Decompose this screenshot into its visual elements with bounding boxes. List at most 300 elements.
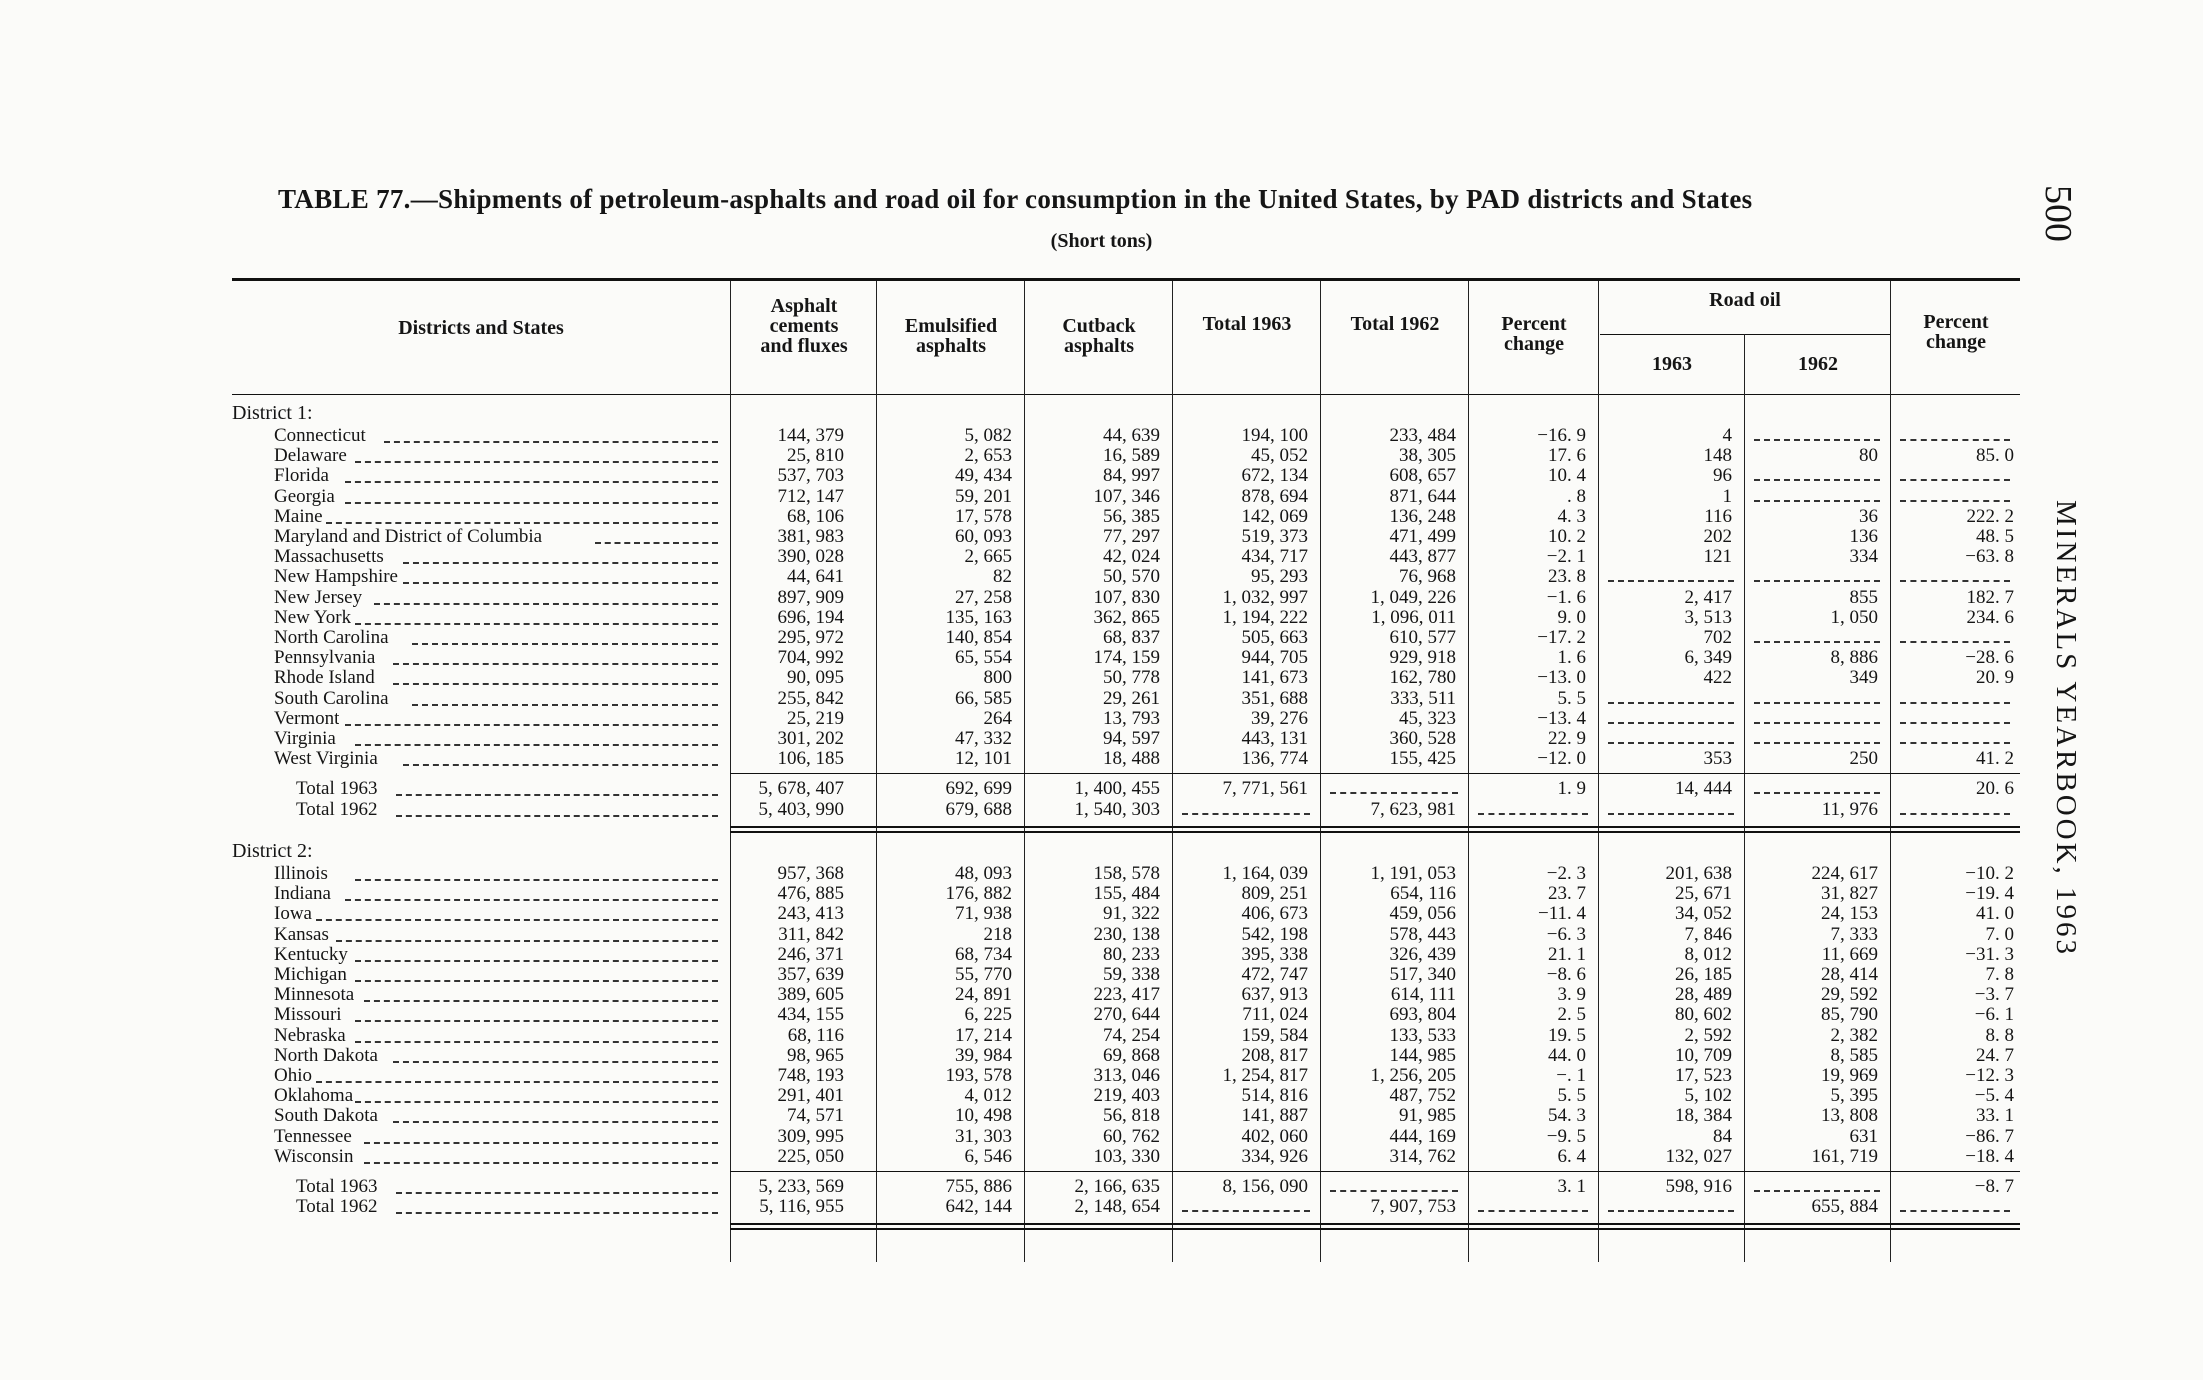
cell-emulsified-asphalts: 55, 770 bbox=[955, 964, 1012, 985]
cell-total-1962: 360, 528 bbox=[1389, 728, 1456, 749]
cell-total-1963: 402, 060 bbox=[1241, 1125, 1308, 1147]
state-name: Illinois bbox=[274, 864, 328, 884]
cell-asphalt-cements: 712, 147 bbox=[777, 485, 844, 507]
cell-road-oil-1962: 11, 669 bbox=[1821, 943, 1878, 965]
cell-road-oil-1962: 655, 884 bbox=[1811, 1196, 1878, 1218]
state-name: South Carolina bbox=[274, 688, 389, 709]
leader-dots bbox=[355, 980, 718, 982]
cell-road-oil-1963: 25, 671 bbox=[1675, 883, 1732, 905]
cell-road-oil-1962: 13, 808 bbox=[1821, 1105, 1878, 1127]
cell-road-oil-1963: 28, 489 bbox=[1675, 984, 1732, 1006]
cell-cutback-asphalts: 69, 868 bbox=[1103, 1044, 1160, 1066]
leader-dots bbox=[355, 1020, 718, 1022]
cell-asphalt-cements: 68, 106 bbox=[787, 505, 844, 527]
cell-total-1962: 1, 049, 226 bbox=[1370, 586, 1456, 608]
district-label: District 1: bbox=[232, 402, 313, 424]
cell-percent-change: 1. 6 bbox=[1557, 647, 1586, 669]
state-name: Ohio bbox=[274, 1066, 312, 1086]
cell-asphalt-cements: 90, 095 bbox=[787, 667, 844, 689]
cell-road-oil-1963: 5, 102 bbox=[1684, 1085, 1732, 1107]
cell-asphalt-cements: 246, 371 bbox=[777, 943, 844, 965]
state-name: Michigan bbox=[274, 965, 347, 985]
cell-road-oil-percent-change: 20. 9 bbox=[1976, 667, 2014, 689]
leader-dots bbox=[396, 1212, 718, 1214]
cell-total-1962: 614, 111 bbox=[1390, 984, 1456, 1006]
state-name: Rhode Island bbox=[274, 668, 375, 689]
state-name: Maryland and District of Columbia bbox=[274, 527, 543, 547]
cell-percent-change: 4. 3 bbox=[1557, 505, 1586, 527]
table-subtitle: (Short tons) bbox=[1050, 230, 1153, 252]
cell-road-oil-percent-change: 41. 0 bbox=[1976, 903, 2014, 925]
cell-road-oil-1962: 2, 382 bbox=[1830, 1024, 1878, 1046]
cell-total-1962: 444, 169 bbox=[1389, 1125, 1456, 1147]
state-name: Tennessee bbox=[274, 1126, 352, 1147]
cell-total-1963: 672, 134 bbox=[1241, 465, 1308, 487]
cell-cutback-asphalts: 94, 597 bbox=[1103, 728, 1160, 749]
empty-cell-dashes bbox=[1608, 1210, 1734, 1212]
state-name: North Dakota bbox=[274, 1045, 378, 1066]
cell-asphalt-cements: 5, 233, 569 bbox=[758, 1176, 844, 1197]
cell-road-oil-1962: 19, 969 bbox=[1821, 1065, 1878, 1086]
cell-road-oil-1963: 18, 384 bbox=[1675, 1105, 1732, 1127]
cell-percent-change: 19. 5 bbox=[1548, 1024, 1586, 1046]
cell-total-1963: 142, 069 bbox=[1241, 505, 1308, 527]
leader-dots bbox=[355, 744, 718, 746]
cell-emulsified-asphalts: 31, 303 bbox=[955, 1125, 1012, 1147]
cell-cutback-asphalts: 270, 644 bbox=[1093, 1004, 1160, 1026]
leader-dots bbox=[355, 879, 718, 881]
cell-emulsified-asphalts: 135, 163 bbox=[945, 606, 1012, 628]
leader-dots bbox=[393, 683, 718, 685]
cell-percent-change: −8. 6 bbox=[1546, 964, 1586, 985]
leader-dots bbox=[364, 1000, 718, 1002]
header-emulsified: Emulsified asphalts bbox=[904, 315, 998, 357]
cell-asphalt-cements: 704, 992 bbox=[777, 647, 844, 669]
cell-road-oil-1962: 7, 333 bbox=[1830, 923, 1878, 945]
running-title: MINERALS YEARBOOK, 1963 bbox=[2050, 500, 2082, 958]
page-number: 500 bbox=[2037, 185, 2079, 242]
cell-road-oil-percent-change: −19. 4 bbox=[1965, 883, 2014, 905]
leader-dots bbox=[345, 899, 718, 901]
empty-cell-dashes bbox=[1754, 500, 1880, 502]
cell-road-oil-percent-change: 24. 7 bbox=[1976, 1044, 2014, 1066]
header-cutback: Cutback asphalts bbox=[1062, 315, 1136, 357]
cell-cutback-asphalts: 56, 818 bbox=[1103, 1105, 1160, 1127]
cell-cutback-asphalts: 2, 166, 635 bbox=[1074, 1176, 1160, 1197]
cell-emulsified-asphalts: 755, 886 bbox=[945, 1176, 1012, 1197]
cell-road-oil-1962: 36 bbox=[1859, 505, 1878, 527]
cell-total-1963: 519, 373 bbox=[1241, 526, 1308, 547]
state-name: Oklahoma bbox=[274, 1086, 354, 1107]
cell-road-oil-1963: 3, 513 bbox=[1684, 606, 1732, 628]
cell-cutback-asphalts: 29, 261 bbox=[1103, 687, 1160, 709]
table-title: TABLE 77.—Shipments of petroleum-asphalts and road oil for consumption in the United States, by PAD districts and States bbox=[278, 184, 1753, 214]
cell-road-oil-percent-change: 41. 2 bbox=[1976, 748, 2014, 770]
cell-total-1962: 326, 439 bbox=[1389, 943, 1456, 965]
cell-cutback-asphalts: 42, 024 bbox=[1103, 546, 1160, 568]
cell-total-1963: 944, 705 bbox=[1241, 647, 1308, 669]
cell-total-1962: 459, 056 bbox=[1389, 903, 1456, 925]
cell-asphalt-cements: 389, 605 bbox=[777, 984, 844, 1006]
empty-cell-dashes bbox=[1900, 722, 2010, 724]
cell-emulsified-asphalts: 642, 144 bbox=[945, 1196, 1012, 1218]
cell-emulsified-asphalts: 60, 093 bbox=[955, 526, 1012, 547]
cell-total-1963: 472, 747 bbox=[1241, 964, 1308, 985]
cell-cutback-asphalts: 174, 159 bbox=[1093, 647, 1160, 669]
cell-percent-change: . 8 bbox=[1567, 485, 1586, 507]
state-name: New Hampshire bbox=[274, 567, 398, 588]
cell-total-1962: 471, 499 bbox=[1389, 526, 1456, 547]
empty-cell-dashes bbox=[1900, 1210, 2010, 1212]
cell-road-oil-1963: 84 bbox=[1713, 1125, 1732, 1147]
cell-total-1963: 434, 717 bbox=[1241, 546, 1308, 568]
section-double-rule-a bbox=[730, 826, 2020, 828]
cell-total-1963: 45, 052 bbox=[1251, 445, 1308, 467]
leader-dots bbox=[412, 643, 718, 645]
cell-cutback-asphalts: 18, 488 bbox=[1103, 748, 1160, 770]
empty-cell-dashes bbox=[1608, 742, 1734, 744]
cell-percent-change: 22. 9 bbox=[1548, 728, 1586, 749]
cell-total-1962: 314, 762 bbox=[1389, 1145, 1456, 1167]
cell-road-oil-1963: 34, 052 bbox=[1675, 903, 1732, 925]
cell-road-oil-1963: 6, 349 bbox=[1684, 647, 1732, 669]
cell-road-oil-1962: 250 bbox=[1849, 748, 1878, 770]
cell-emulsified-asphalts: 24, 891 bbox=[955, 984, 1012, 1006]
cell-road-oil-1963: 422 bbox=[1703, 667, 1732, 689]
cell-asphalt-cements: 98, 965 bbox=[787, 1044, 844, 1066]
cell-emulsified-asphalts: 82 bbox=[993, 566, 1012, 588]
cell-emulsified-asphalts: 47, 332 bbox=[955, 728, 1012, 749]
leader-dots bbox=[355, 1041, 718, 1043]
state-name: Iowa bbox=[274, 904, 312, 925]
cell-emulsified-asphalts: 140, 854 bbox=[945, 627, 1012, 648]
state-name: Vermont bbox=[274, 708, 340, 729]
cell-asphalt-cements: 301, 202 bbox=[777, 728, 844, 749]
header-road-oil-percent-change: Percent change bbox=[1923, 311, 1989, 353]
cell-total-1962: 144, 985 bbox=[1389, 1044, 1456, 1066]
cell-asphalt-cements: 897, 909 bbox=[777, 586, 844, 608]
cell-road-oil-1962: 31, 827 bbox=[1821, 883, 1878, 905]
cell-road-oil-1963: 10, 709 bbox=[1675, 1044, 1732, 1066]
state-name: South Dakota bbox=[274, 1106, 378, 1127]
cell-road-oil-percent-change: −6. 1 bbox=[1974, 1004, 2014, 1026]
cell-emulsified-asphalts: 176, 882 bbox=[945, 883, 1012, 905]
cell-road-oil-1963: 96 bbox=[1713, 465, 1732, 487]
empty-cell-dashes bbox=[1900, 479, 2010, 481]
cell-road-oil-percent-change: −10. 2 bbox=[1965, 863, 2014, 884]
cell-cutback-asphalts: 84, 997 bbox=[1103, 465, 1160, 487]
cell-total-1963: 1, 164, 039 bbox=[1222, 863, 1308, 884]
leader-dots bbox=[403, 764, 718, 766]
cell-total-1962: 333, 511 bbox=[1390, 687, 1456, 709]
cell-asphalt-cements: 106, 185 bbox=[777, 748, 844, 770]
state-name: Delaware bbox=[274, 446, 347, 467]
state-name: Missouri bbox=[274, 1005, 342, 1026]
state-name: Maine bbox=[274, 506, 323, 527]
cell-cutback-asphalts: 107, 830 bbox=[1093, 586, 1160, 608]
cell-asphalt-cements: 25, 219 bbox=[787, 707, 844, 729]
cell-total-1963: 395, 338 bbox=[1241, 943, 1308, 965]
empty-cell-dashes bbox=[1900, 500, 2010, 502]
cell-total-1963: 505, 663 bbox=[1241, 627, 1308, 648]
cell-total-1962: 871, 644 bbox=[1389, 485, 1456, 507]
state-name: North Carolina bbox=[274, 628, 389, 648]
cell-total-1963: 95, 293 bbox=[1251, 566, 1308, 588]
section-rule bbox=[730, 773, 2020, 774]
cell-emulsified-asphalts: 6, 546 bbox=[964, 1145, 1012, 1167]
cell-total-1962: 929, 918 bbox=[1389, 647, 1456, 669]
cell-emulsified-asphalts: 2, 665 bbox=[964, 546, 1012, 568]
empty-cell-dashes bbox=[1182, 1210, 1310, 1212]
cell-road-oil-1963: 201, 638 bbox=[1665, 863, 1732, 884]
cell-total-1962: 654, 116 bbox=[1390, 883, 1456, 905]
cell-road-oil-1963: 14, 444 bbox=[1675, 778, 1732, 800]
cell-total-1963: 334, 926 bbox=[1241, 1145, 1308, 1167]
empty-cell-dashes bbox=[1754, 742, 1880, 744]
cell-asphalt-cements: 5, 678, 407 bbox=[758, 778, 844, 800]
state-name: New Jersey bbox=[274, 587, 363, 608]
section-double-rule-b bbox=[730, 831, 2020, 833]
cell-road-oil-1962: 855 bbox=[1849, 586, 1878, 608]
empty-cell-dashes bbox=[1900, 742, 2010, 744]
cell-road-oil-percent-change: 182. 7 bbox=[1966, 586, 2014, 608]
cell-emulsified-asphalts: 4, 012 bbox=[964, 1085, 1012, 1107]
cell-percent-change: −1. 6 bbox=[1546, 586, 1586, 608]
state-name: Georgia bbox=[274, 486, 335, 507]
empty-cell-dashes bbox=[1754, 792, 1880, 794]
state-name: Total 1963 bbox=[296, 1177, 378, 1197]
cell-percent-change: −6. 3 bbox=[1546, 923, 1586, 945]
cell-road-oil-1962: 80 bbox=[1859, 445, 1878, 467]
state-name: Indiana bbox=[274, 884, 331, 905]
cell-road-oil-1963: 121 bbox=[1703, 546, 1732, 568]
cell-percent-change: 5. 5 bbox=[1557, 1085, 1586, 1107]
empty-cell-dashes bbox=[1754, 439, 1880, 441]
cell-road-oil-1963: 2, 592 bbox=[1684, 1024, 1732, 1046]
cell-total-1962: 162, 780 bbox=[1389, 667, 1456, 689]
cell-asphalt-cements: 295, 972 bbox=[777, 627, 844, 648]
cell-cutback-asphalts: 59, 338 bbox=[1103, 964, 1160, 985]
leader-dots bbox=[393, 663, 718, 665]
cell-asphalt-cements: 357, 639 bbox=[777, 964, 844, 985]
state-name: Florida bbox=[274, 466, 329, 487]
cell-percent-change: −13. 0 bbox=[1537, 667, 1586, 689]
cell-asphalt-cements: 309, 995 bbox=[777, 1125, 844, 1147]
leader-dots bbox=[355, 960, 718, 962]
leader-dots bbox=[326, 522, 718, 524]
cell-percent-change: −9. 5 bbox=[1546, 1125, 1586, 1147]
cell-road-oil-percent-change: −63. 8 bbox=[1965, 546, 2014, 568]
cell-cutback-asphalts: 56, 385 bbox=[1103, 505, 1160, 527]
cell-total-1963: 141, 673 bbox=[1241, 667, 1308, 689]
state-name: Wisconsin bbox=[274, 1146, 354, 1167]
cell-total-1962: 487, 752 bbox=[1389, 1085, 1456, 1107]
empty-cell-dashes bbox=[1754, 580, 1880, 582]
cell-road-oil-1963: 2, 417 bbox=[1684, 586, 1732, 608]
leader-dots bbox=[364, 1142, 718, 1144]
header-total-1963: Total 1963 bbox=[1202, 313, 1292, 335]
cell-asphalt-cements: 311, 842 bbox=[778, 923, 844, 945]
cell-total-1963: 39, 276 bbox=[1251, 707, 1308, 729]
cell-cutback-asphalts: 155, 484 bbox=[1093, 883, 1160, 905]
cell-emulsified-asphalts: 10, 498 bbox=[955, 1105, 1012, 1127]
cell-percent-change: 5. 5 bbox=[1557, 687, 1586, 709]
cell-asphalt-cements: 434, 155 bbox=[777, 1004, 844, 1026]
cell-percent-change: 3. 9 bbox=[1557, 984, 1586, 1006]
empty-cell-dashes bbox=[1900, 580, 2010, 582]
cell-emulsified-asphalts: 66, 585 bbox=[955, 687, 1012, 709]
cell-total-1962: 45, 323 bbox=[1399, 707, 1456, 729]
cell-cutback-asphalts: 77, 297 bbox=[1103, 526, 1160, 547]
table-top-rule bbox=[232, 278, 2020, 281]
cell-percent-change: 44. 0 bbox=[1548, 1044, 1586, 1066]
cell-total-1963: 711, 024 bbox=[1242, 1004, 1308, 1026]
cell-percent-change: −16. 9 bbox=[1537, 425, 1586, 446]
roadoil-rule bbox=[1600, 334, 1890, 335]
cell-emulsified-asphalts: 48, 093 bbox=[955, 863, 1012, 884]
cell-cutback-asphalts: 1, 540, 303 bbox=[1074, 798, 1160, 820]
cell-percent-change: 54. 3 bbox=[1548, 1105, 1586, 1127]
cell-percent-change: 17. 6 bbox=[1548, 445, 1586, 467]
empty-cell-dashes bbox=[1900, 813, 2010, 815]
cell-road-oil-percent-change: −8. 7 bbox=[1974, 1176, 2014, 1197]
state-name: Total 1963 bbox=[296, 779, 378, 800]
cell-emulsified-asphalts: 5, 082 bbox=[964, 425, 1012, 446]
cell-percent-change: 9. 0 bbox=[1557, 606, 1586, 628]
cell-cutback-asphalts: 44, 639 bbox=[1103, 425, 1160, 446]
cell-total-1963: 7, 771, 561 bbox=[1222, 778, 1308, 800]
cell-percent-change: −12. 0 bbox=[1537, 748, 1586, 770]
cell-road-oil-1962: 224, 617 bbox=[1811, 863, 1878, 884]
cell-cutback-asphalts: 230, 138 bbox=[1093, 923, 1160, 945]
cell-percent-change: −13. 4 bbox=[1537, 707, 1586, 729]
cell-emulsified-asphalts: 49, 434 bbox=[955, 465, 1012, 487]
cell-percent-change: 2. 5 bbox=[1557, 1004, 1586, 1026]
cell-road-oil-1962: 8, 886 bbox=[1830, 647, 1878, 669]
cell-road-oil-percent-change: −12. 3 bbox=[1965, 1065, 2014, 1086]
section-double-rule-a bbox=[730, 1223, 2020, 1225]
cell-road-oil-percent-change: −18. 4 bbox=[1965, 1145, 2014, 1167]
cell-total-1963: 406, 673 bbox=[1241, 903, 1308, 925]
state-name: Kentucky bbox=[274, 944, 348, 965]
cell-road-oil-percent-change: 7. 0 bbox=[1985, 923, 2014, 945]
cell-road-oil-1963: 202 bbox=[1703, 526, 1732, 547]
cell-asphalt-cements: 255, 842 bbox=[777, 687, 844, 709]
cell-percent-change: 3. 1 bbox=[1557, 1176, 1586, 1197]
cell-asphalt-cements: 74, 571 bbox=[787, 1105, 844, 1127]
cell-total-1963: 1, 254, 817 bbox=[1222, 1065, 1308, 1086]
cell-emulsified-asphalts: 39, 984 bbox=[955, 1044, 1012, 1066]
cell-road-oil-1963: 8, 012 bbox=[1684, 943, 1732, 965]
header-road-oil-1963: 1963 bbox=[1652, 353, 1692, 375]
cell-percent-change: 10. 2 bbox=[1548, 526, 1586, 547]
cell-total-1962: 7, 907, 753 bbox=[1370, 1196, 1456, 1218]
header-road-oil-1962: 1962 bbox=[1798, 353, 1838, 375]
cell-total-1962: 608, 657 bbox=[1389, 465, 1456, 487]
cell-total-1963: 514, 816 bbox=[1241, 1085, 1308, 1107]
leader-dots bbox=[403, 562, 718, 564]
cell-road-oil-percent-change: 20. 6 bbox=[1976, 778, 2014, 800]
cell-asphalt-cements: 476, 885 bbox=[777, 883, 844, 905]
cell-emulsified-asphalts: 800 bbox=[983, 667, 1012, 689]
cell-road-oil-1962: 334 bbox=[1849, 546, 1878, 568]
cell-asphalt-cements: 225, 050 bbox=[777, 1145, 844, 1167]
cell-total-1963: 637, 913 bbox=[1241, 984, 1308, 1006]
cell-road-oil-percent-change: −86. 7 bbox=[1965, 1125, 2014, 1147]
cell-road-oil-1962: 5, 395 bbox=[1830, 1085, 1878, 1107]
leader-dots bbox=[374, 603, 718, 605]
cell-road-oil-percent-change: 48. 5 bbox=[1976, 526, 2014, 547]
cell-percent-change: 6. 4 bbox=[1557, 1145, 1586, 1167]
leader-dots bbox=[355, 623, 718, 625]
cell-cutback-asphalts: 50, 778 bbox=[1103, 667, 1160, 689]
state-name: Connecticut bbox=[274, 426, 366, 446]
leader-dots bbox=[396, 815, 718, 817]
empty-cell-dashes bbox=[1608, 813, 1734, 815]
cell-total-1963: 136, 774 bbox=[1241, 748, 1308, 770]
empty-cell-dashes bbox=[1608, 722, 1734, 724]
header-road-oil: Road oil bbox=[1709, 289, 1781, 311]
cell-total-1962: 233, 484 bbox=[1389, 425, 1456, 446]
cell-total-1963: 208, 817 bbox=[1241, 1044, 1308, 1066]
cell-total-1963: 141, 887 bbox=[1241, 1105, 1308, 1127]
cell-cutback-asphalts: 107, 346 bbox=[1093, 485, 1160, 507]
cell-cutback-asphalts: 91, 322 bbox=[1103, 903, 1160, 925]
cell-road-oil-percent-change: 85. 0 bbox=[1976, 445, 2014, 467]
section-rule bbox=[730, 1171, 2020, 1172]
cell-total-1962: 1, 256, 205 bbox=[1370, 1065, 1456, 1086]
cell-road-oil-1963: 26, 185 bbox=[1675, 964, 1732, 985]
empty-cell-dashes bbox=[1182, 813, 1310, 815]
cell-total-1963: 1, 194, 222 bbox=[1222, 606, 1308, 628]
leader-dots bbox=[396, 794, 718, 796]
empty-cell-dashes bbox=[1608, 580, 1734, 582]
empty-cell-dashes bbox=[1754, 641, 1880, 643]
leader-dots bbox=[355, 1101, 718, 1103]
cell-percent-change: −2. 3 bbox=[1546, 863, 1586, 884]
cell-road-oil-1962: 85, 790 bbox=[1821, 1004, 1878, 1026]
state-name: West Virginia bbox=[274, 749, 378, 770]
cell-asphalt-cements: 44, 641 bbox=[787, 566, 844, 588]
cell-cutback-asphalts: 313, 046 bbox=[1093, 1065, 1160, 1086]
cell-cutback-asphalts: 74, 254 bbox=[1103, 1024, 1160, 1046]
cell-road-oil-1962: 24, 153 bbox=[1821, 903, 1878, 925]
cell-asphalt-cements: 243, 413 bbox=[777, 903, 844, 925]
state-name: Minnesota bbox=[274, 985, 355, 1006]
cell-asphalt-cements: 957, 368 bbox=[777, 863, 844, 884]
cell-road-oil-1963: 116 bbox=[1704, 505, 1732, 527]
cell-road-oil-percent-change: 222. 2 bbox=[1966, 505, 2014, 527]
cell-road-oil-1962: 11, 976 bbox=[1821, 798, 1878, 820]
state-name: Nebraska bbox=[274, 1025, 346, 1046]
cell-road-oil-1962: 349 bbox=[1849, 667, 1878, 689]
cell-emulsified-asphalts: 27, 258 bbox=[955, 586, 1012, 608]
cell-emulsified-asphalts: 17, 578 bbox=[955, 505, 1012, 527]
cell-cutback-asphalts: 103, 330 bbox=[1093, 1145, 1160, 1167]
leader-dots bbox=[316, 919, 718, 921]
leader-dots bbox=[384, 441, 718, 443]
cell-emulsified-asphalts: 193, 578 bbox=[945, 1065, 1012, 1086]
cell-total-1963: 542, 198 bbox=[1241, 923, 1308, 945]
cell-road-oil-1963: 598, 916 bbox=[1665, 1176, 1732, 1197]
cell-road-oil-1962: 631 bbox=[1849, 1125, 1878, 1147]
leader-dots bbox=[393, 1061, 718, 1063]
state-name: Virginia bbox=[274, 729, 336, 749]
cell-asphalt-cements: 748, 193 bbox=[777, 1065, 844, 1086]
empty-cell-dashes bbox=[1478, 1210, 1588, 1212]
header-districts: Districts and States bbox=[398, 317, 564, 339]
cell-total-1963: 194, 100 bbox=[1241, 425, 1308, 446]
